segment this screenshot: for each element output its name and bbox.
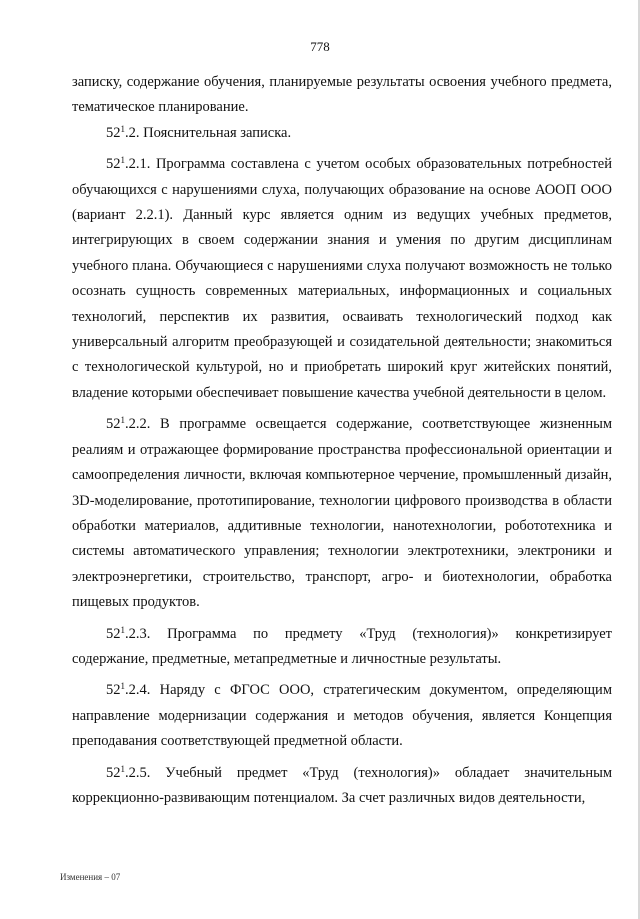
paragraph-2-3	[72, 622, 612, 673]
clause-superscript: 1	[120, 681, 125, 692]
clause-superscript: 1	[120, 624, 125, 635]
paragraph-text: .2.1. Программа составлена с учетом особых образовательных потребностей обучающихся с нарушениями слуха, получающих образование на основе АООП ООО (вариант 2.2.1). Данный курс является одним из ведущих учебных предметов, интегрирующих в своем содержании знания и умения по другим дисциплинам учебного плана. Обучающиеся с нарушениями слуха получают возможность не только осознать сущность современных материальных, информационных и социальных технологий, перспектив их развития, осваивать технологический подход как универсальный алгоритм преобразующей и созидательной деятельности; знакомиться с технологической культурой, но и приобретать широкий круг житейских понятий, владение которыми обеспечивает повышение качества учебной деятельности в целом.	[72, 156, 612, 401]
paragraph-text: записку, содержание обучения, планируемые результаты освоения учебного предмета, тематическое планирование.	[72, 74, 612, 116]
paragraph-text: .2. Пояснительная записка.	[125, 124, 292, 141]
paragraph-continuation	[72, 70, 612, 121]
clause-number: 52	[106, 124, 121, 141]
footer-revision-note: Изменения – 07	[60, 872, 121, 882]
paragraph-2-4	[72, 678, 612, 754]
section-heading-explanatory-note	[72, 121, 612, 146]
document-body	[72, 70, 612, 811]
clause-superscript: 1	[120, 123, 125, 134]
clause-number: 52	[106, 625, 121, 642]
clause-number: 52	[106, 682, 121, 699]
clause-superscript: 1	[120, 415, 125, 426]
paragraph-text: .2.5. Учебный предмет «Труд (технология)» обладает значительным коррекционно-развивающим потенциалом. За счет различных видов деятельности,	[72, 764, 612, 806]
clause-number: 52	[106, 764, 121, 781]
clause-number: 52	[106, 156, 121, 173]
clause-superscript: 1	[120, 763, 125, 774]
clause-number: 52	[106, 416, 121, 433]
paragraph-text: .2.4. Наряду с ФГОС ООО, стратегическим документом, определяющим направление модернизации содержания и методов обучения, является Концепция преподавания соответствующей предметной области.	[72, 682, 612, 750]
paragraph-2-1	[72, 152, 612, 406]
paragraph-2-5	[72, 761, 612, 812]
clause-superscript: 1	[120, 155, 125, 166]
paragraph-text: .2.2. В программе освещается содержание, соответствующее жизненным реалиям и отражающее формирование пространства профессиональной ориентации и самоопределения личности, включая компьютерное черчение, промышленный дизайн, 3D-моделирование, прототипирование, технологии цифрового производства в области обработки материалов, аддитивные технологии, нанотехнологии, робототехника и системы автоматического управления; технологии электротехники, электроники и электроэнергетики, строительство, транспорт, агро- и биотехнологии, обработка пищевых продуктов.	[72, 416, 612, 611]
page-number: 778	[310, 39, 330, 54]
paragraph-text: .2.3. Программа по предмету «Труд (технология)» конкретизирует содержание, предметные, метапредметные и личностные результаты.	[72, 625, 612, 667]
paragraph-2-2	[72, 412, 612, 615]
